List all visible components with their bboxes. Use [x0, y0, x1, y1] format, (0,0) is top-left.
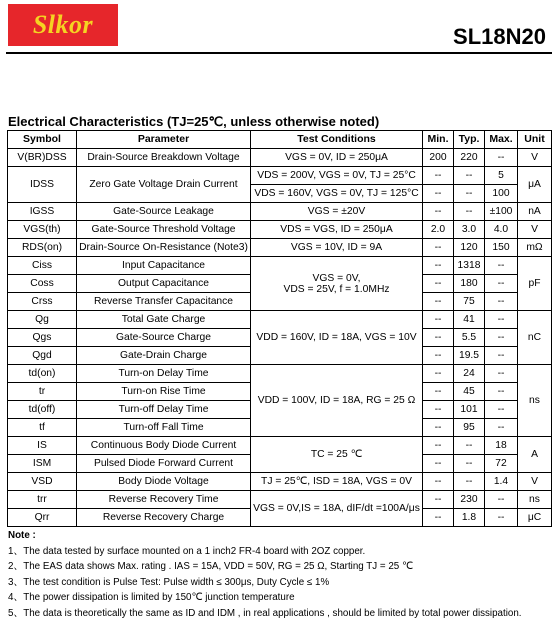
cell-max: 1.4	[485, 473, 518, 491]
cell-typ: 95	[454, 419, 485, 437]
cell-symbol: IDSS	[8, 167, 77, 203]
cell-typ: --	[454, 455, 485, 473]
part-number: SL18N20	[453, 24, 546, 49]
cell-max: --	[485, 329, 518, 347]
cell-max: 4.0	[485, 221, 518, 239]
cell-unit: μA	[518, 167, 552, 203]
cell-max: 150	[485, 239, 518, 257]
cell-min: --	[423, 275, 454, 293]
cell-typ: --	[454, 437, 485, 455]
cell-parameter: Turn-on Rise Time	[77, 383, 251, 401]
cell-parameter: Turn-off Fall Time	[77, 419, 251, 437]
cell-typ: 24	[454, 365, 485, 383]
cell-parameter: Body Diode Voltage	[77, 473, 251, 491]
cell-min: --	[423, 401, 454, 419]
cell-min: --	[423, 239, 454, 257]
cell-unit: mΩ	[518, 239, 552, 257]
cell-symbol: V(BR)DSS	[8, 149, 77, 167]
cell-conditions: VDD = 160V, ID = 18A, VGS = 10V	[251, 311, 423, 365]
cell-typ: 120	[454, 239, 485, 257]
note-item: 4、The power dissipation is limited by 150℃ junction temperature	[8, 592, 295, 604]
cell-parameter: Turn-off Delay Time	[77, 401, 251, 419]
cell-conditions: TJ = 25℃, ISD = 18A, VGS = 0V	[251, 473, 423, 491]
table-row	[8, 257, 552, 275]
cell-max: --	[485, 509, 518, 527]
cell-max: --	[485, 293, 518, 311]
cell-symbol: IS	[8, 437, 77, 455]
cell-min: --	[423, 365, 454, 383]
cell-typ: 1318	[454, 257, 485, 275]
cell-symbol: RDS(on)	[8, 239, 77, 257]
cell-unit: ns	[518, 491, 552, 509]
cell-min: 2.0	[423, 221, 454, 239]
cell-typ: 45	[454, 383, 485, 401]
cell-parameter: Zero Gate Voltage Drain Current	[77, 167, 251, 203]
cell-symbol: tf	[8, 419, 77, 437]
cell-min: --	[423, 473, 454, 491]
cell-max: 18	[485, 437, 518, 455]
table-row	[8, 491, 552, 509]
cell-max: ±100	[485, 203, 518, 221]
cell-parameter: Gate-Source Threshold Voltage	[77, 221, 251, 239]
table-row	[8, 473, 552, 491]
cell-max: --	[485, 257, 518, 275]
cell-typ: --	[454, 185, 485, 203]
cell-parameter: Total Gate Charge	[77, 311, 251, 329]
table-row	[8, 311, 552, 329]
cell-parameter: Output Capacitance	[77, 275, 251, 293]
cell-unit: ns	[518, 365, 552, 437]
cell-min: 200	[423, 149, 454, 167]
cell-conditions: VGS = 0V, ID = 250μA	[251, 149, 423, 167]
note-item: 3、The test condition is Pulse Test: Pulse width ≤ 300μs, Duty Cycle ≤ 1%	[8, 576, 330, 588]
table-row	[8, 437, 552, 455]
cell-conditions: VGS = ±20V	[251, 203, 423, 221]
cell-conditions: VDS = 200V, VGS = 0V, TJ = 25°C	[251, 167, 423, 185]
cell-symbol: VSD	[8, 473, 77, 491]
header-divider	[6, 52, 552, 54]
cell-symbol: Qgs	[8, 329, 77, 347]
note-item: 5、The data is theoretically the same as ID and IDM , in real applications , should be limited by total power dissipation.	[8, 607, 522, 619]
cell-max: 100	[485, 185, 518, 203]
cell-max: --	[485, 401, 518, 419]
cell-max: --	[485, 311, 518, 329]
header-min: Min.	[423, 131, 454, 149]
notes-title: Note :	[8, 530, 36, 541]
cell-conditions: VGS = 0V,IS = 18A, dIF/dt =100A/μs	[251, 491, 423, 527]
header-parameter: Parameter	[77, 131, 251, 149]
cell-typ: 75	[454, 293, 485, 311]
table-row	[8, 149, 552, 167]
header-unit: Unit	[518, 131, 552, 149]
cell-typ: --	[454, 203, 485, 221]
cell-max: --	[485, 383, 518, 401]
cell-parameter: Continuous Body Diode Current	[77, 437, 251, 455]
header-typ: Typ.	[454, 131, 485, 149]
cell-unit: nA	[518, 203, 552, 221]
brand-logo	[8, 4, 118, 46]
cell-typ: 230	[454, 491, 485, 509]
header-test-conditions: Test Conditions	[251, 131, 423, 149]
cell-unit: V	[518, 221, 552, 239]
header-max: Max.	[485, 131, 518, 149]
cell-unit: nC	[518, 311, 552, 365]
cell-parameter: Pulsed Diode Forward Current	[77, 455, 251, 473]
cell-max: 72	[485, 455, 518, 473]
header-symbol: Symbol	[8, 131, 77, 149]
cell-unit: pF	[518, 257, 552, 311]
cell-typ: 41	[454, 311, 485, 329]
cell-unit: V	[518, 473, 552, 491]
cell-conditions: VDD = 100V, ID = 18A, RG = 25 Ω	[251, 365, 423, 437]
cell-parameter: Input Capacitance	[77, 257, 251, 275]
cell-min: --	[423, 437, 454, 455]
cell-min: --	[423, 293, 454, 311]
cell-typ: 220	[454, 149, 485, 167]
cell-typ: 180	[454, 275, 485, 293]
section-title: Electrical Characteristics (TJ=25℃, unless otherwise noted)	[8, 114, 380, 129]
cell-max: --	[485, 491, 518, 509]
cell-parameter: Gate-Source Charge	[77, 329, 251, 347]
table-row	[8, 239, 552, 257]
notes-section	[8, 528, 522, 622]
cell-symbol: trr	[8, 491, 77, 509]
cell-parameter: Reverse Recovery Time	[77, 491, 251, 509]
cell-parameter: Drain-Source Breakdown Voltage	[77, 149, 251, 167]
cell-typ: --	[454, 167, 485, 185]
cell-conditions: VGS = 0V, VDS = 25V, f = 1.0MHz	[251, 257, 423, 311]
cell-min: --	[423, 509, 454, 527]
note-item: 1、The data tested by surface mounted on a 1 inch2 FR-4 board with 2OZ copper.	[8, 545, 366, 557]
cell-unit: μC	[518, 509, 552, 527]
cell-symbol: td(on)	[8, 365, 77, 383]
cell-max: --	[485, 347, 518, 365]
cell-min: --	[423, 383, 454, 401]
cell-parameter: Drain-Source On-Resistance (Note3)	[77, 239, 251, 257]
cell-parameter: Reverse Transfer Capacitance	[77, 293, 251, 311]
cell-max: --	[485, 419, 518, 437]
cell-symbol: Qgd	[8, 347, 77, 365]
cell-conditions: VGS = 10V, ID = 9A	[251, 239, 423, 257]
cell-conditions: VDS = 160V, VGS = 0V, TJ = 125°C	[251, 185, 423, 203]
cell-typ: 5.5	[454, 329, 485, 347]
cell-min: --	[423, 203, 454, 221]
cell-symbol: VGS(th)	[8, 221, 77, 239]
cell-symbol: tr	[8, 383, 77, 401]
cell-typ: 3.0	[454, 221, 485, 239]
cell-min: --	[423, 329, 454, 347]
cell-min: --	[423, 455, 454, 473]
cell-unit: V	[518, 149, 552, 167]
cell-max: --	[485, 149, 518, 167]
cell-parameter: Reverse Recovery Charge	[77, 509, 251, 527]
cell-typ: 19.5	[454, 347, 485, 365]
electrical-characteristics-table	[7, 130, 552, 527]
cell-symbol: Crss	[8, 293, 77, 311]
table-header-row	[8, 131, 552, 149]
cell-symbol: Qrr	[8, 509, 77, 527]
cell-min: --	[423, 491, 454, 509]
cell-symbol: Coss	[8, 275, 77, 293]
cell-min: --	[423, 311, 454, 329]
cell-min: --	[423, 257, 454, 275]
note-item: 2、The EAS data shows Max. rating . IAS = 15A, VDD = 50V, RG = 25 Ω, Starting TJ = 25 ℃	[8, 561, 413, 573]
cell-parameter: Gate-Drain Charge	[77, 347, 251, 365]
cell-symbol: Qg	[8, 311, 77, 329]
cell-min: --	[423, 419, 454, 437]
cell-max: 5	[485, 167, 518, 185]
table-row	[8, 167, 552, 185]
cell-conditions: TC = 25 ℃	[251, 437, 423, 473]
cell-symbol: Ciss	[8, 257, 77, 275]
table-row	[8, 203, 552, 221]
cell-parameter: Gate-Source Leakage	[77, 203, 251, 221]
cell-typ: 1.8	[454, 509, 485, 527]
logo-text: Slkor	[32, 10, 94, 39]
cell-min: --	[423, 167, 454, 185]
cell-typ: --	[454, 473, 485, 491]
table-row	[8, 221, 552, 239]
cell-typ: 101	[454, 401, 485, 419]
cell-conditions: VDS = VGS, ID = 250μA	[251, 221, 423, 239]
cell-unit: A	[518, 437, 552, 473]
cell-min: --	[423, 347, 454, 365]
cell-max: --	[485, 365, 518, 383]
cell-symbol: IGSS	[8, 203, 77, 221]
cell-min: --	[423, 185, 454, 203]
cell-symbol: td(off)	[8, 401, 77, 419]
cell-symbol: ISM	[8, 455, 77, 473]
cell-max: --	[485, 275, 518, 293]
table-row	[8, 365, 552, 383]
cell-parameter: Turn-on Delay Time	[77, 365, 251, 383]
